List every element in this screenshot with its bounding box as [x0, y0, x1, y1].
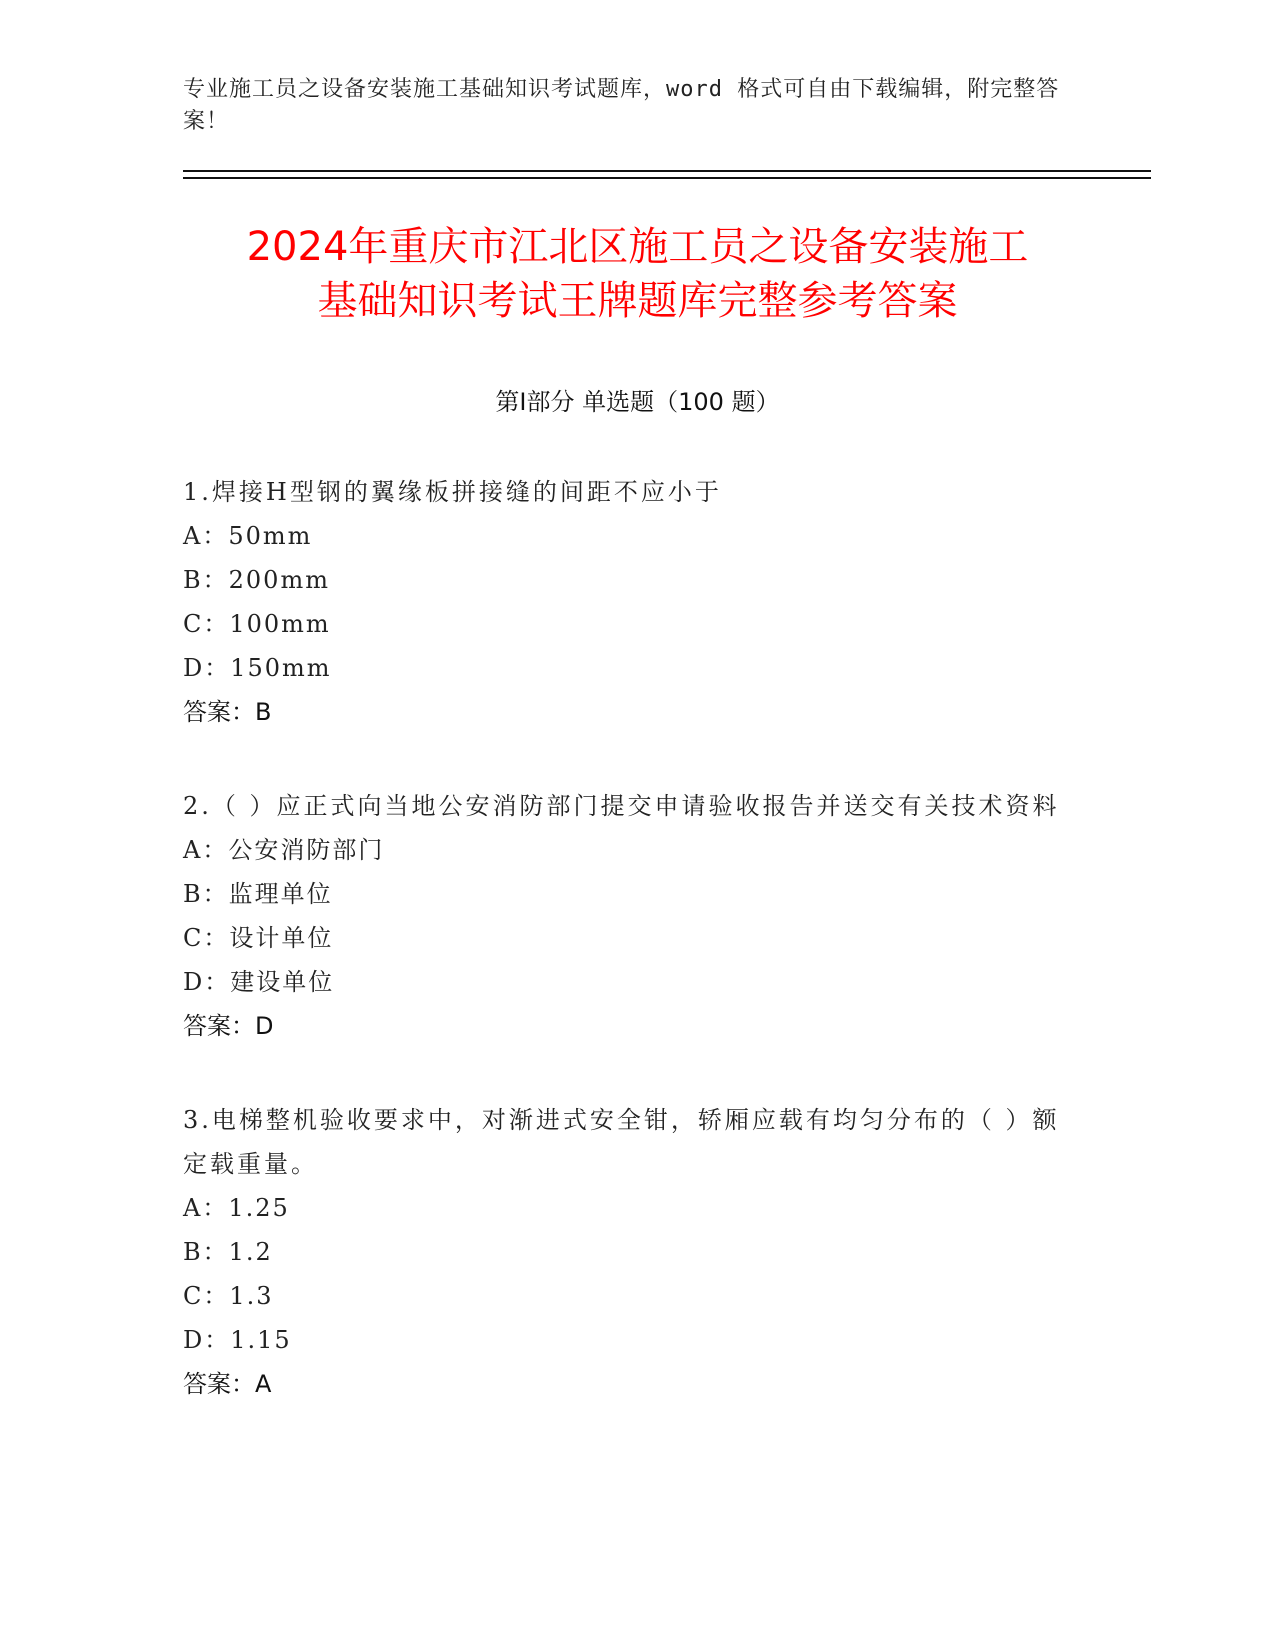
option-c: C：设计单位: [183, 924, 334, 952]
question-stem: 2.（ ）应正式向当地公安消防部门提交申请验收报告并送交有关技术资料: [183, 792, 1060, 820]
option-b: B：1.2: [183, 1238, 273, 1266]
option-d: D：1.15: [183, 1326, 292, 1354]
option-a: A：公安消防部门: [183, 836, 385, 864]
header-divider-bottom: [183, 177, 1151, 179]
question-3: [183, 1098, 1063, 1406]
option-d: D：建设单位: [183, 968, 335, 996]
header-note: 专业施工员之设备安装施工基础知识考试题库，word 格式可自由下载编辑，附完整答案！: [183, 77, 1060, 134]
option-b: B：200mm: [183, 566, 330, 594]
question-stem: 1.焊接H型钢的翼缘板拼接缝的间距不应小于: [183, 478, 722, 506]
question-list: [183, 470, 1063, 1456]
answer-line: 答案：A: [183, 1370, 272, 1398]
header-divider-top: [183, 170, 1151, 172]
question-1: [183, 470, 1063, 734]
option-b: B：监理单位: [183, 880, 333, 908]
document-title: [180, 220, 1095, 328]
section-heading: 第Ⅰ部分 单选题（100 题）: [495, 388, 780, 416]
title-line-2: 基础知识考试王牌题库完整参考答案: [317, 278, 958, 324]
answer-line: 答案：D: [183, 1012, 274, 1040]
question-stem: 3.电梯整机验收要求中，对渐进式安全钳，轿厢应载有均匀分布的（ ）额定载重量。: [183, 1106, 1060, 1178]
option-c: C：1.3: [183, 1282, 274, 1310]
option-d: D：150mm: [183, 654, 332, 682]
option-a: A：50mm: [183, 522, 313, 550]
title-line-1: 2024年重庆市江北区施工员之设备安装施工: [246, 224, 1029, 270]
question-2: [183, 784, 1063, 1048]
option-a: A：1.25: [183, 1194, 290, 1222]
option-c: C：100mm: [183, 610, 331, 638]
answer-line: 答案：B: [183, 698, 272, 726]
